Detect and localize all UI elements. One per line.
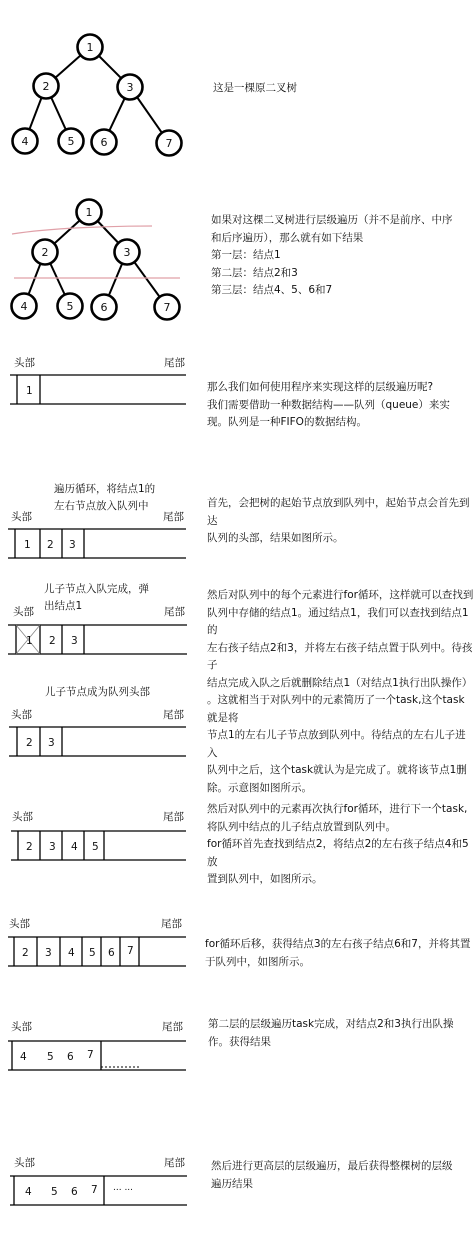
queue-ellipsis: ... ... [113, 1183, 134, 1193]
queue-cell: 6 [67, 1051, 74, 1063]
text-line: 然后进行更高层的层级遍历，最后获得整棵树的层级 [211, 1160, 453, 1172]
text-line: 和后序遍历），那么就有如下结果 [211, 231, 364, 244]
level-order-description [211, 212, 471, 300]
queue-tail-label: 尾部 [163, 709, 184, 721]
text-line: 第三层：结点4、5、6和7 [211, 284, 333, 296]
queue-cell: 2 [26, 841, 33, 853]
text-line: 置到队列中，如图所示。 [207, 873, 323, 885]
tree-node-label: 1 [85, 206, 93, 219]
tree-node-label: 5 [66, 300, 74, 313]
queue-cell: 4 [68, 947, 75, 959]
queue-head-label: 头部 [13, 606, 34, 618]
text-line: for循环首先查找到结点2，将结点2的左右孩子结点4和5放 [207, 838, 469, 868]
tree-node-label: 5 [67, 135, 75, 148]
third-task-description [205, 936, 472, 971]
queue-cell: 5 [51, 1186, 58, 1198]
queue-tail-label: 尾部 [164, 1157, 185, 1169]
tree-node-label: 7 [165, 137, 173, 150]
queue-cell: 7 [127, 945, 134, 957]
queue-tail-label: 尾部 [161, 918, 182, 930]
queue-cell: 7 [87, 1049, 94, 1061]
text-line: 结点完成入队之后就删除结点1（对结点1执行出队操作） [207, 676, 473, 689]
tree-node-label: 1 [86, 41, 94, 54]
text-line: 现。队列是一种FIFO的数据结构。 [207, 416, 367, 428]
queue-cell: 3 [49, 841, 56, 853]
second-task-description [207, 801, 474, 889]
text-line: 除。示意图如图所示。 [207, 781, 312, 794]
queue-head-label: 头部 [12, 811, 33, 823]
queue-caption [45, 684, 150, 701]
queue-cell: 2 [26, 737, 33, 749]
text-line: 遍历结果 [211, 1177, 253, 1190]
tree-node-label: 6 [100, 136, 108, 149]
queue-cell: 5 [89, 947, 96, 959]
caption-line: 儿子节点入队完成，弹 [44, 583, 149, 595]
queue-caption [54, 481, 155, 515]
tree-node-label: 3 [123, 246, 131, 259]
text-line: 节点1的左右儿子节点放到队列中。待结点的左右儿子进入 [207, 729, 466, 759]
text-line: 第二层的层级遍历task完成，对结点2和3执行出队操 [208, 1018, 454, 1030]
queue-cell: 1 [26, 385, 33, 397]
queue-cell: 7 [91, 1184, 98, 1196]
enqueue-root-description [207, 495, 472, 548]
queue-cell-removed: 1 [26, 635, 33, 647]
level-complete-description [208, 1016, 472, 1051]
queue-cell: 4 [25, 1186, 32, 1198]
queue-intro-description [207, 379, 472, 432]
text-line: 那么我们如何使用程序来实现这样的层级遍历呢? [207, 381, 434, 393]
dequeue-explanation [207, 587, 474, 797]
queue-head-label: 头部 [11, 511, 32, 523]
queue-caption [44, 581, 149, 615]
queue-head-label: 头部 [11, 1021, 32, 1033]
queue-cell: 2 [22, 947, 29, 959]
final-description [211, 1158, 472, 1193]
caption-line: 左右节点放入队列中 [54, 500, 149, 512]
queue-cell: 1 [24, 539, 31, 551]
queue-cell: 3 [48, 737, 55, 749]
binary-tree-diagram-1 [0, 0, 200, 165]
queue-diagram-7 [0, 1036, 200, 1076]
text-line: 然后对队列中的元素再次执行for循环，进行下一个task, [207, 803, 468, 815]
queue-tail-label: 尾部 [164, 357, 185, 369]
queue-head-label: 头部 [11, 709, 32, 721]
queue-cell: 5 [47, 1051, 54, 1063]
text-line: 我们需要借助一种数据结构——队列（queue）来实 [207, 398, 450, 411]
queue-head-label: 头部 [9, 918, 30, 930]
queue-tail-label: 尾部 [163, 511, 184, 523]
queue-tail-label: 尾部 [163, 811, 184, 823]
binary-tree-diagram-2 [0, 190, 200, 330]
text-line: 队列中存储的结点1。通过结点1，我们可以查找到结点1的 [207, 606, 469, 636]
tree-node-label: 7 [163, 301, 171, 314]
tree-node-label: 4 [20, 300, 28, 313]
tree-description: 这是一棵原二叉树 [213, 82, 297, 94]
queue-cell: 2 [47, 539, 54, 551]
text-line: 然后对队列中的每个元素进行for循环，这样就可以查找到 [207, 589, 474, 601]
text-line: 将队列中结点的儿子结点放置到队列中。 [207, 820, 396, 833]
queue-cell: 4 [20, 1051, 27, 1063]
queue-cell: 4 [71, 841, 78, 853]
queue-tail-label: 尾部 [162, 1021, 183, 1033]
tree-node-label: 4 [21, 135, 29, 148]
text-line: for循环后移，获得结点3的左右孩子结点6和7，并将其置 [205, 938, 471, 950]
text-line: 作。获得结果 [208, 1035, 271, 1048]
queue-head-label: 头部 [14, 357, 35, 369]
caption-line: 遍历循环，将结点1的 [54, 483, 156, 495]
queue-cell: 5 [92, 841, 99, 853]
queue-cell: 3 [45, 947, 52, 959]
queue-cell: 2 [49, 635, 56, 647]
text-line: 第二层：结点2和3 [211, 266, 298, 279]
text-line: 于队列中，如图所示。 [205, 955, 310, 968]
text-line: 第一层：结点1 [211, 249, 281, 261]
caption-line: 出结点1 [44, 600, 83, 612]
tree-node-label: 2 [42, 80, 50, 93]
queue-cell: 3 [69, 539, 76, 551]
tree-node-label: 3 [126, 81, 134, 94]
text-line: 队列中之后，这个task就认为是完成了。就将该节点1删 [207, 764, 467, 776]
queue-head-label: 头部 [14, 1157, 35, 1169]
text-line: 左右孩子结点2和3，并将左右孩子结点置于队列中。待孩子 [207, 641, 473, 671]
queue-cell: 6 [108, 947, 115, 959]
level-divider-line-1 [12, 226, 152, 234]
text-line: 。这就相当于对队列中的元素简历了一个task,这个task就是将 [207, 694, 465, 724]
tree-node-label: 2 [41, 246, 49, 259]
queue-cell: 6 [71, 1186, 78, 1198]
text-line: 首先，会把树的起始节点放到队列中，起始节点会首先到达 [207, 497, 470, 527]
tree-node-label: 6 [100, 301, 108, 314]
queue-cell: 3 [71, 635, 78, 647]
text-line: 如果对这棵二叉树进行层级遍历（并不是前序、中序 [211, 214, 453, 226]
queue-tail-label: 尾部 [164, 606, 185, 618]
text-line: 队列的头部，结果如图所示。 [207, 532, 344, 544]
queue-diagram-6 [0, 932, 200, 972]
caption-line: 儿子节点成为队列头部 [45, 686, 150, 698]
